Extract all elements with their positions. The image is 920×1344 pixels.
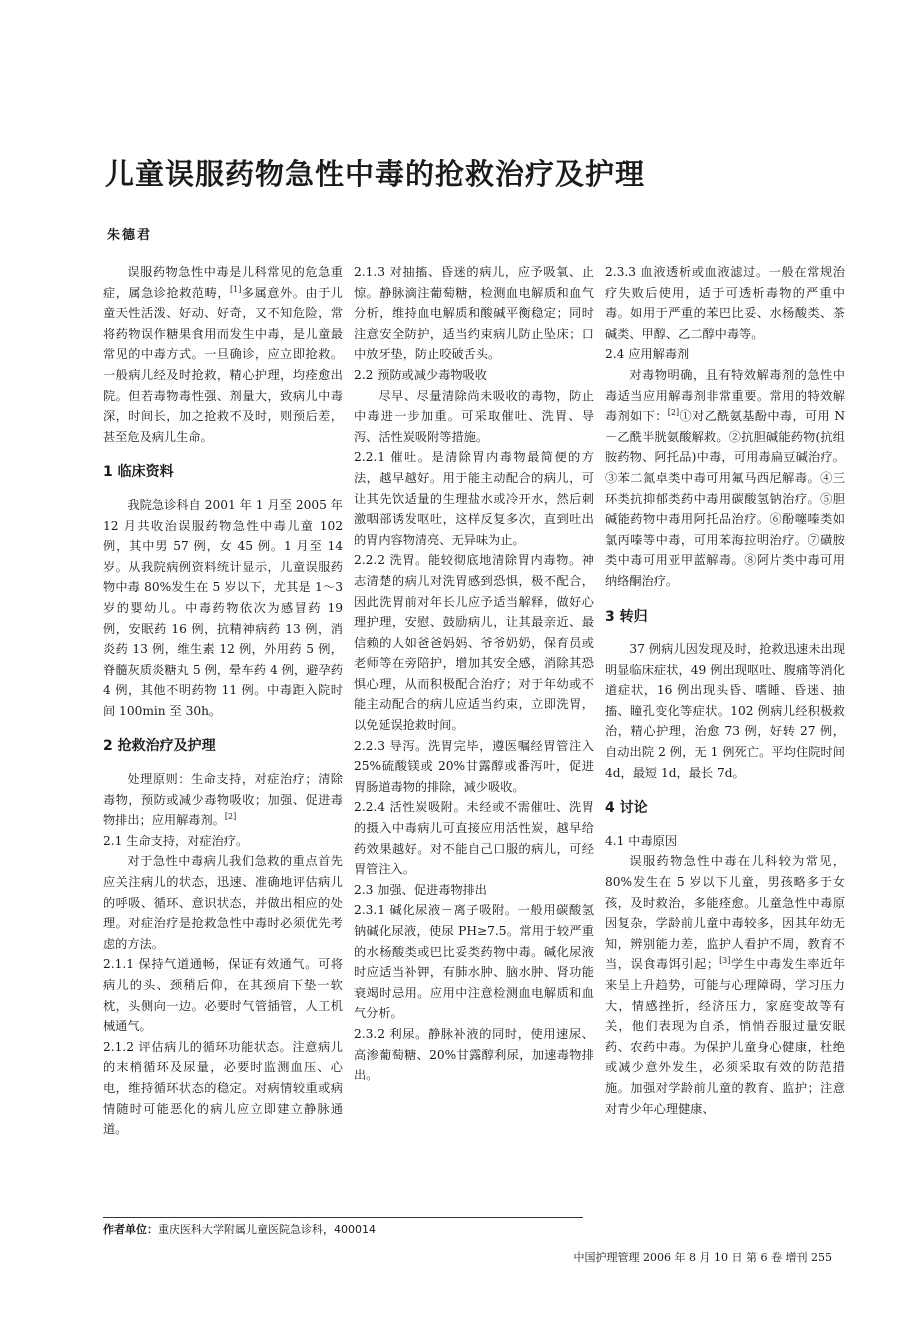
paragraph: 对于急性中毒病儿我们急救的重点首先应关注病儿的状态，迅速、准确地评估病儿的呼吸、循环、意识状态，并做出相应的处理。对症治疗是抢救急性中毒时必须优先考虑的方法。 (103, 854, 343, 951)
subsection-heading: 2.2 预防或减少毒物吸收 (354, 367, 487, 382)
citation: [3] (719, 956, 731, 966)
paragraph: 2.1.2 评估病儿的循环功能状态。注意病儿的末梢循环及尿量，必要时监测血压、心电，维持循环状态的稳定。对病情较重或病情随时可能恶化的病儿应立即建立静脉通道。 (103, 1039, 343, 1137)
footnote-divider (103, 1217, 583, 1218)
paragraph: 误服药物急性中毒在儿科较为常见，80%发生在 5 岁以下儿童，男孩略多于女孩，及时救治，多能痊愈。儿童急性中毒原因复杂，学龄前儿童中毒较多，因其年幼无知，辨别能力差，监护人看护不周，教育不当，误食毒饵引起；[3]学生中毒发生率近年来呈上升趋势，可能与心理障碍，学习压力大，情感挫折，经济压力，家庭变故等有关，他们表现为自杀，悄悄吞服过量安眠药、农药中毒。为保护儿童身心健康，杜绝或减少意外发生，必须采取有效的防范措施。加强对学龄前儿童的教育、监护；注意对青少年心理健康、 (605, 854, 846, 1116)
column-3 (605, 262, 845, 1119)
citation: [2] (224, 812, 237, 822)
subsection-heading: 2.3 加强、促进毒物排出 (354, 882, 487, 897)
paragraph: 2.3.1 碱化尿液－离子吸附。一般用碳酸氢钠碱化尿液，使尿 PH≥7.5。常用于较严重的水杨酸类或巴比妥类药物中毒。碱化尿液时应适当补钾，有肺水肿、脑水肿、肾功能衰竭时忌用。应用中注意检测血电解质和血气分析。 (354, 903, 594, 1021)
column-2 (354, 262, 594, 1086)
paragraph: 2.2.3 导泻。洗胃完毕，遵医嘱经胃管注入 25%硫酸镁或 20%甘露醇或番泻叶，促进胃肠道毒物的排除，减少吸收。 (354, 738, 594, 794)
paragraph: 37 例病儿因发现及时，抢救迅速未出现明显临床症状，49 例出现呕吐、腹痛等消化道症状，16 例出现头昏、嗜睡、昏迷、抽搐、瞳孔变化等症状。102 例病儿经积极救治，精心护理，治愈 73 例，好转 27 例，自动出院 2 例，无 1 例死亡。平均住院时间 4d，最短 1d，最长 7d。 (605, 642, 845, 780)
paragraph: 2.2.4 活性炭吸附。未经或不需催吐、洗胃的摄入中毒病儿可直接应用活性炭，越早给药效果越好。对不能自己口服的病儿，可经胃管注入。 (354, 800, 594, 877)
paragraph: 尽早、尽量清除尚未吸收的毒物，防止中毒进一步加重。可采取催吐、洗胃、导泻、活性炭吸附等措施。 (354, 388, 594, 444)
subsection-heading: 2.1 生命支持，对症治疗。 (103, 833, 249, 848)
paragraph: 2.3.2 利尿。静脉补液的同时，使用速尿、高渗葡萄糖、20%甘露醇利尿，加速毒物排出。 (354, 1026, 594, 1083)
subsection-heading: 2.4 应用解毒剂 (605, 347, 690, 362)
paragraph: 2.2.1 催吐。是清除胃内毒物最简便的方法，越早越好。用于能主动配合的病儿，可让其先饮适量的生理盐水或冷开水，然后刺激咽部诱发呕吐，这样反复多次，直到吐出的胃内容物清亮、无异味为止。 (354, 450, 594, 547)
section-heading-3: 3 转归 (605, 608, 648, 625)
paragraph: 2.1.3 对抽搐、昏迷的病儿，应予吸氧、止惊。静脉滴注葡萄糖，检测血电解质和血气分析，维持血电解质和酸碱平衡稳定；同时注意安全防护，适当约束病儿防止坠床；口中放牙垫，防止咬破舌头。 (354, 265, 594, 362)
citation: [1] (230, 284, 242, 294)
citation: [2] (667, 408, 680, 418)
section-heading-4: 4 讨论 (605, 800, 648, 817)
intro-paragraph: 误服药物急性中毒是儿科常见的危急重症，属急诊抢救范畴，[1]多属意外。由于儿童天性活泼、好动、好奇，又不知危险，常将药物误作糖果食用而发生中毒，是儿童最常见的中毒方式。一旦确诊，应立即抢救。一般病儿经及时抢救，精心护理，均痊愈出院。但若毒物毒性强、剂量大，致病儿中毒深，时间长，加之抢救不及时，则预后差，甚至危及病儿生命。 (103, 265, 343, 444)
paragraph: 2.2.2 洗胃。能较彻底地清除胃内毒物。神志清楚的病儿对洗胃感到恐惧，极不配合，因此洗胃前对年长儿应予适当解释，做好心理护理，安慰、鼓励病儿，让其最亲近、最信赖的人如爸爸妈妈、爷爷奶奶，保育员或老师等在旁陪护，增加其安全感，消除其恐惧心理，从而积极配合治疗；对于年幼或不能主动配合的病儿应适当约束，立即洗胃，以免延误抢救时间。 (354, 553, 594, 733)
author: 朱德君 (107, 228, 153, 243)
section-heading-1: 1 临床资料 (103, 464, 174, 481)
paper-title: 儿童误服药物急性中毒的抢救治疗及护理 (105, 157, 646, 191)
author-affiliation: 作者单位：重庆医科大学附属儿童医院急诊科，400014 (103, 1223, 376, 1236)
paragraph: 2.1.1 保持气道通畅，保证有效通气。可将病儿的头、颈稍后仰，在其颈肩下垫一软枕，头侧向一边。必要时气管插管，人工机械通气。 (103, 957, 343, 1034)
paragraph: 处理原则：生命支持，对症治疗；清除毒物，预防或减少毒物吸收；加强、促进毒物排出；应用解毒剂。[2] (103, 772, 343, 828)
journal-footer: 中国护理管理 2006 年 8 月 10 日 第 6 卷 增刊 255 (573, 1251, 832, 1264)
column-1 (103, 262, 343, 1140)
subsection-heading: 4.1 中毒原因 (605, 833, 678, 848)
section-heading-2: 2 抢救治疗及护理 (103, 738, 216, 755)
paragraph: 2.3.3 血液透析或血液滤过。一般在常规治疗失败后使用，适于可透析毒物的严重中毒。如用于严重的苯巴比妥、水杨酸类、茶碱类、甲醇、乙二醇中毒等。 (605, 265, 845, 341)
paragraph: 我院急诊科自 2001 年 1 月至 2005 年 12 月共收治误服药物急性中毒儿童 102 例，其中男 57 例，女 45 例。1 月至 14 岁。从我院病例资料统计显示，儿童误服药物中毒 80%发生在 5 岁以下，尤其是 1～3 岁的婴幼儿。中毒药物依次为感冒药 19 例，安眠药 16 例，抗精神病药 13 例，消炎药 13 例，维生素 12 例，外用药 5 例，脊髓灰质炎糖丸 5 例，晕车药 4 例，避孕药 4 例，其他不明药物 11 例。中毒距入院时间 100min 至 30h。 (103, 497, 343, 718)
paragraph: 对毒物明确，且有特效解毒剂的急性中毒适当应用解毒剂非常重要。常用的特效解毒剂如下：[2]①对乙酰氨基酚中毒，可用 N－乙酰半胱氨酸解救。②抗胆碱能药物(抗组胺药物、阿托品)中毒，可用毒扁豆碱治疗。③苯二氮卓类中毒可用氟马西尼解毒。④三环类抗抑郁类药中毒用碳酸氢钠治疗。⑤胆碱能药物中毒用阿托品治疗。⑥酚噻嗪类如氯丙嗪等中毒，可用苯海拉明治疗。⑦磺胺类中毒可用亚甲蓝解毒。⑧阿片类中毒可用纳络酮治疗。 (605, 367, 845, 588)
